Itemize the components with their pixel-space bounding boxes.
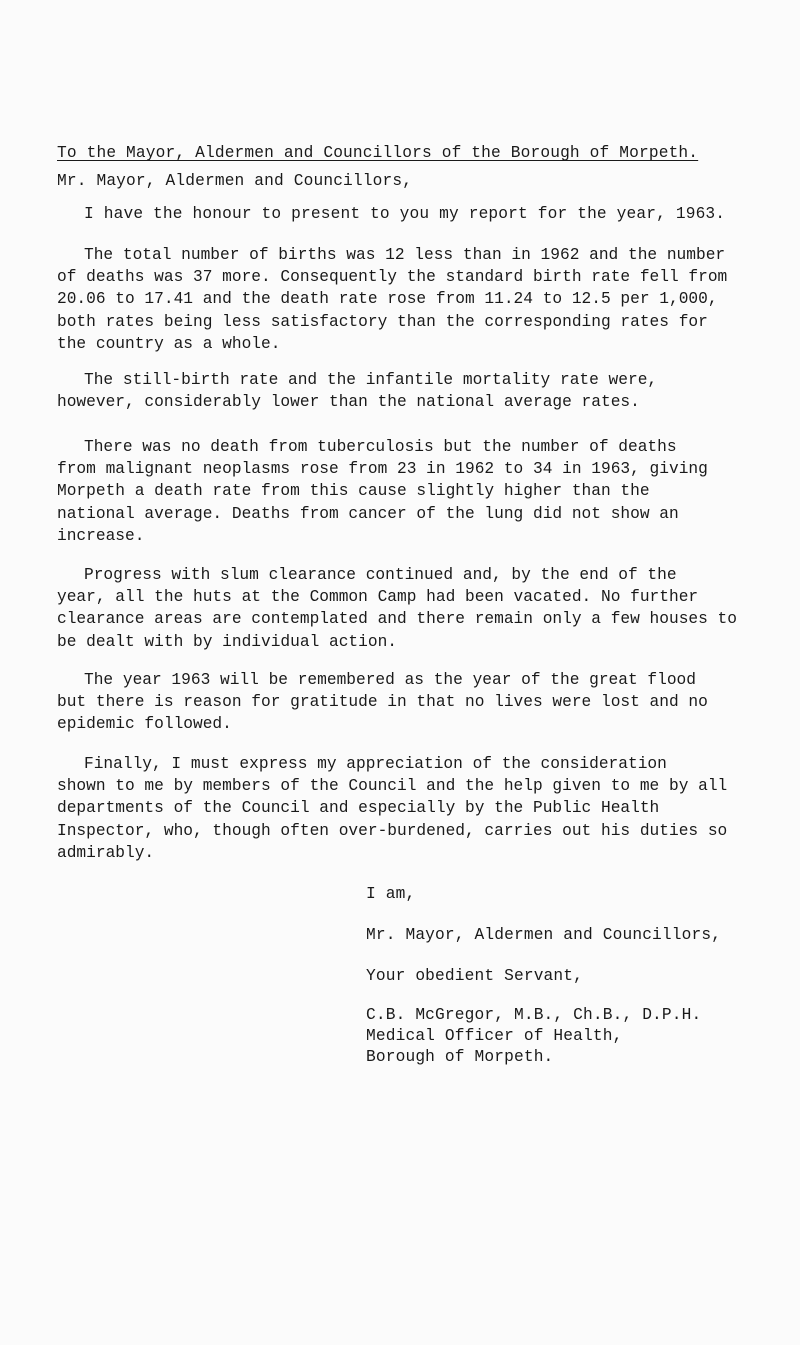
paragraph-still-birth: The still-birth rate and the infantile mortality rate were, however, considerably lower than the national average rates. [57, 371, 658, 412]
paragraph-tuberculosis: There was no death from tuberculosis but the number of deaths from malignant neoplasms rose from 23 in 1962 to 34 in 1963, giving Morpeth a death rate from this cause slightly higher than the national average. Deaths from cancer of the lung did not show an increase. [57, 438, 708, 545]
paragraph-births-deaths: The total number of births was 12 less than in 1962 and the number of deaths was 37 more. Consequently the standard birth rate fell from 20.06 to 17.41 and the death rate rose from 11.24 to 12.5 per 1,000, both rates being less satisfactory than the corresponding rates for the country as a whole. [57, 246, 728, 353]
salutation: Mr. Mayor, Aldermen and Councillors, [57, 172, 413, 190]
paragraph-flood: The year 1963 will be remembered as the year of the great flood but there is reason for gratitude in that no lives were lost and no epidemic followed. [57, 671, 708, 734]
signatory-name: C.B. McGregor, M.B., Ch.B., D.P.H. [366, 1006, 702, 1024]
closing-sign-off: Your obedient Servant, [366, 967, 584, 985]
paragraph-slum-clearance: Progress with slum clearance continued and, by the end of the year, all the huts at the Common Camp had been vacated. No further clearance areas are contemplated and there remain only a few houses to be dealt with by individual action. [57, 566, 737, 651]
address-heading: To the Mayor, Aldermen and Councillors of the Borough of Morpeth. [57, 144, 699, 162]
intro-sentence: I have the honour to present to you my report for the year, 1963. [84, 205, 726, 223]
signatory-borough: Borough of Morpeth. [366, 1048, 554, 1066]
closing-i-am: I am, [366, 885, 416, 903]
closing-address: Mr. Mayor, Aldermen and Councillors, [366, 926, 722, 944]
paragraph-appreciation: Finally, I must express my appreciation of the consideration shown to me by members of the Council and the help given to me by all departments of the Council and especially by the Public Health Inspector, who, though often over-burdened, carries out his duties so admirably. [57, 755, 728, 862]
signatory-title: Medical Officer of Health, [366, 1027, 623, 1045]
